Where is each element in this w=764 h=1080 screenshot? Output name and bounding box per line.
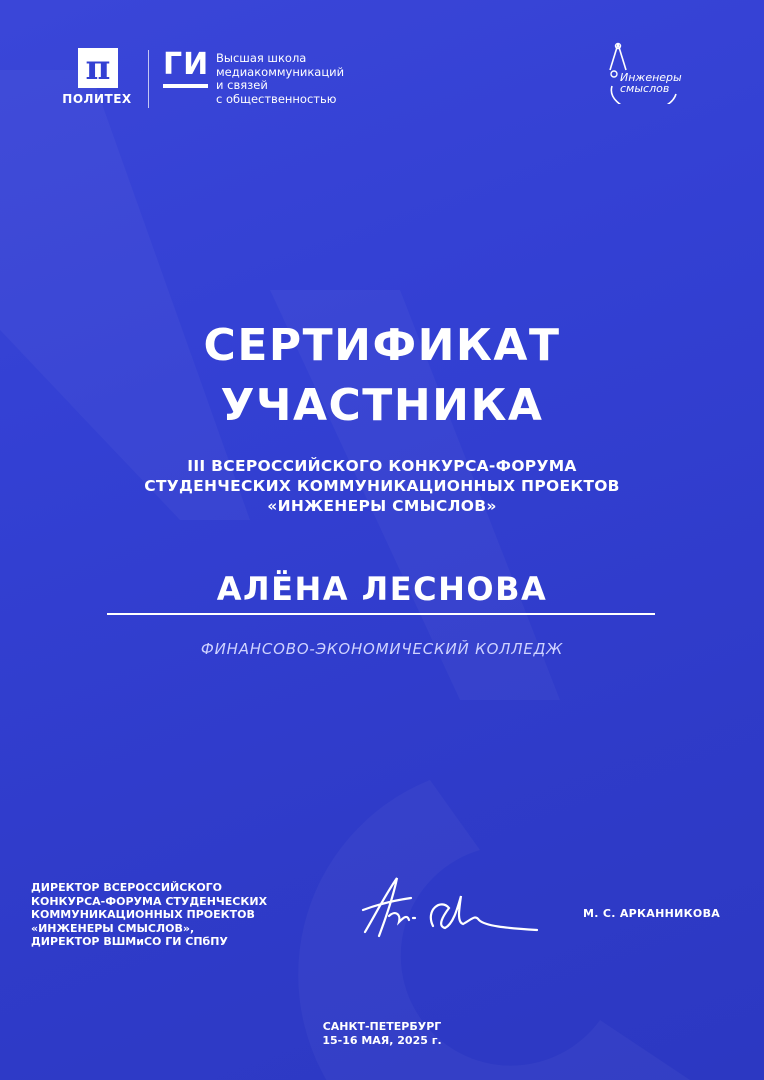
signer-name: М. С. АРКАННИКОВА xyxy=(583,907,721,920)
title-line: СЕРТИФИКАТ xyxy=(203,320,561,371)
subtitle-line: III ВСЕРОССИЙСКОГО КОНКУРСА-ФОРУМА xyxy=(187,457,577,475)
director-title xyxy=(31,881,267,949)
gi-school-name xyxy=(216,52,344,106)
subtitle-line: СТУДЕНЧЕСКИХ КОММУНИКАЦИОННЫХ ПРОЕКТОВ xyxy=(144,477,620,495)
gi-logo xyxy=(163,47,210,88)
title-line: УЧАСТНИКА xyxy=(220,380,544,431)
gi-line: Высшая школа xyxy=(216,51,307,65)
name-underline xyxy=(107,613,655,615)
gi-line: с общественностью xyxy=(216,91,337,106)
certificate-subtitle xyxy=(0,456,764,516)
gi-mark: ГИ xyxy=(163,47,210,82)
handwritten-signature xyxy=(345,870,545,945)
director-line: «ИНЖЕНЕРЫ СМЫСЛОВ», xyxy=(31,921,195,935)
inzhenery-line: Инженеры xyxy=(620,71,682,84)
director-line: КОНКУРСА-ФОРУМА СТУДЕНЧЕСКИХ xyxy=(31,894,268,908)
gi-line: и связей xyxy=(216,78,268,92)
inzhenery-logo-text xyxy=(620,72,682,94)
city: САНКТ-ПЕТЕРБУРГ xyxy=(322,1020,442,1033)
recipient-name: АЛЁНА ЛЕСНОВА xyxy=(216,570,548,608)
politeh-label: ПОЛИТЕХ xyxy=(62,92,132,106)
director-line: КОММУНИКАЦИОННЫХ ПРОЕКТОВ xyxy=(31,908,255,921)
subtitle-line: «ИНЖЕНЕРЫ СМЫСЛОВ» xyxy=(267,497,497,515)
place-and-date xyxy=(0,1020,764,1048)
recipient-organization: ФИНАНСОВО-ЭКОНОМИЧЕСКИЙ КОЛЛЕДЖ xyxy=(200,640,564,658)
director-line: ДИРЕКТОР ВСЕРОССИЙСКОГО xyxy=(31,881,223,894)
logo-divider xyxy=(148,50,149,108)
politeh-logo xyxy=(60,48,134,106)
director-line: ДИРЕКТОР ВШМиСО ГИ СПбПУ xyxy=(31,935,228,948)
gi-underline xyxy=(163,84,208,88)
gi-line: медиакоммуникаций xyxy=(216,64,345,79)
date: 15-16 МАЯ, 2025 г. xyxy=(322,1034,442,1047)
inzhenery-line: смыслов xyxy=(620,82,670,95)
pi-logo-icon: π xyxy=(78,48,118,88)
certificate-title xyxy=(0,316,764,436)
